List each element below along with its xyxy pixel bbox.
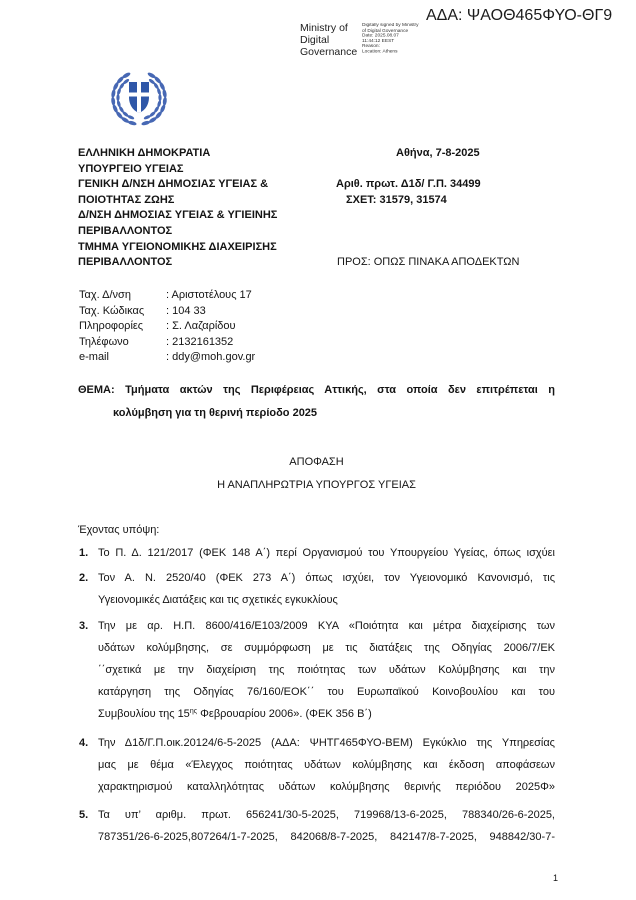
contact-label: Πληροφορίες bbox=[79, 320, 144, 333]
list-item-text bbox=[98, 542, 555, 564]
page-number: 1 bbox=[553, 873, 559, 883]
text-segment: Φεβρουαρίου 2006». (ΦΕΚ 356 Β΄) bbox=[197, 708, 372, 720]
considering-heading: Έχοντας υπόψη: bbox=[78, 524, 160, 536]
text-line: υδάτων κολύμβησης, σε συμμόρφωση με τις διατάξεις της Οδηγίας 2006/7/ΕΚ bbox=[98, 642, 555, 654]
signature-detail-line: Reason: bbox=[362, 44, 380, 49]
contact-label: e-mail bbox=[79, 351, 109, 364]
text-line: ΄΄σχετικά με την διαχείριση της ποιότητας των υδάτων Κολύμβησης και την bbox=[98, 664, 555, 676]
digital-signature-signer bbox=[300, 22, 357, 58]
list-item-number: 4. bbox=[79, 737, 89, 749]
signature-detail-line: 11:44:12 EEST bbox=[362, 38, 395, 44]
sender-line: ΥΠΟΥΡΓΕΙΟ ΥΓΕΙΑΣ bbox=[78, 162, 184, 175]
text-line: Την Δ1δ/Γ.Π.οικ.20124/6-5-2025 (ΑΔΑ: ΨΗΤΓ465ΦΥΟ-ΒΕΜ) Εγκύκλιο της Υπηρεσίας bbox=[98, 737, 555, 749]
list-item-number: 5. bbox=[79, 809, 89, 821]
list-item bbox=[78, 732, 555, 798]
contact-row bbox=[79, 288, 255, 304]
signature-detail-line: Digitally signed by Ministry bbox=[362, 23, 419, 28]
text-line: μας με θέμα «Έλεγχος ποιότητας υδάτων κολύμβησης και έκδοση αποφάσεων bbox=[98, 759, 555, 771]
decision-authority: Η ΑΝΑΠΛΗΡΩΤΡΙΑ ΥΠΟΥΡΓΟΣ ΥΓΕΙΑΣ bbox=[217, 479, 416, 491]
list-item bbox=[78, 542, 555, 564]
list-item-text bbox=[98, 732, 555, 798]
signer-line: Ministry of bbox=[300, 22, 348, 34]
list-item-number: 1. bbox=[79, 547, 89, 559]
subject-line bbox=[78, 379, 555, 402]
contact-value: : 2132161352 bbox=[166, 335, 234, 348]
place-date: Αθήνα, 7-8-2025 bbox=[396, 147, 480, 159]
text-line: Το Π. Δ. 121/2017 (ΦΕΚ 148 Α΄) περί Οργανισμού του Υπουργείου Υγείας, όπως ισχύει bbox=[98, 547, 555, 559]
recipients: ΠΡΟΣ: ΟΠΩΣ ΠΙΝΑΚΑ ΑΠΟΔΕΚΤΩΝ bbox=[337, 256, 520, 269]
decision-heading bbox=[78, 451, 555, 497]
contact-row bbox=[79, 304, 255, 320]
text-line: χαρακτηρισμού καταλληλότητας υδάτων κολύμβησης θερινής περιόδου 2025Φ» bbox=[98, 781, 555, 793]
sender-line: ΠΕΡΙΒΑΛΛΟΝΤΟΣ bbox=[78, 256, 173, 269]
digital-signature-details bbox=[362, 23, 419, 55]
contact-block bbox=[79, 288, 255, 366]
decision-title: ΑΠΟΦΑΣΗ bbox=[289, 456, 344, 468]
text-line: Τα υπ’ αριθμ. πρωτ. 656241/30-5-2025, 719968/13-6-2025, 788340/26-6-2025, bbox=[98, 809, 555, 821]
sender-line: Δ/ΝΣΗ ΔΗΜΟΣΙΑΣ ΥΓΕΙΑΣ & ΥΓΙΕΙΝΗΣ bbox=[78, 209, 278, 222]
contact-label: Ταχ. Δ/νση bbox=[79, 289, 131, 301]
list-item bbox=[78, 804, 555, 848]
sender-line: ΓΕΝΙΚΗ Δ/ΝΣΗ ΔΗΜΟΣΙΑΣ ΥΓΕΙΑΣ & bbox=[78, 178, 269, 191]
text-line: Τον Α. Ν. 2520/40 (ΦΕΚ 273 Α΄) όπως ισχύει, τον Υγειονομικό Κανονισμό, τις bbox=[98, 572, 555, 584]
contact-row bbox=[79, 350, 255, 366]
list-item-text bbox=[98, 615, 555, 725]
list-item-number: 3. bbox=[79, 620, 89, 632]
contact-row bbox=[79, 335, 255, 351]
protocol-number: Αριθ. πρωτ. Δ1δ/ Γ.Π. 34499 bbox=[336, 178, 481, 191]
contact-value: : Αριστοτέλους 17 bbox=[166, 289, 252, 301]
ordinal-superscript: ης bbox=[189, 708, 198, 715]
text-line bbox=[98, 703, 555, 725]
text-line: Την με αρ. Η.Π. 8600/416/Ε103/2009 ΚΥΑ «Ποιότητα και μέτρα διαχείρισης των bbox=[98, 620, 555, 632]
list-item-number: 2. bbox=[79, 572, 89, 584]
sender-line: ΤΜΗΜΑ ΥΓΕΙΟΝΟΜΙΚΗΣ ΔΙΑΧΕΙΡΙΣΗΣ bbox=[78, 240, 277, 253]
subject-label: ΘΕΜΑ: bbox=[78, 384, 115, 396]
list-item bbox=[78, 615, 555, 725]
contact-label: Ταχ. Κώδικας bbox=[79, 304, 145, 317]
sender-line: ΠΟΙΟΤΗΤΑΣ ΖΩΗΣ bbox=[78, 193, 175, 206]
email-value: : ddy@moh.gov.gr bbox=[166, 351, 256, 364]
signer-line: Governance bbox=[300, 46, 358, 58]
signature-detail-line: of Digital Governance bbox=[362, 28, 409, 34]
text-line: Υγειονομικές Διατάξεις και τις σχετικές εγκυκλίους bbox=[98, 594, 338, 606]
list-item-text bbox=[98, 804, 555, 848]
list-item-text bbox=[98, 567, 555, 611]
subject-text: Τμήματα ακτών της Περιφέρειας Αττικής, στα οποία δεν επιτρέπεται η bbox=[125, 384, 556, 396]
contact-value: : Σ. Λαζαρίδου bbox=[166, 320, 236, 333]
contact-row bbox=[79, 319, 255, 335]
contact-label: Τηλέφωνο bbox=[79, 335, 129, 348]
sender-line: ΕΛΛΗΝΙΚΗ ΔΗΜΟΚΡΑΤΙΑ bbox=[78, 147, 211, 159]
signature-detail-line: Date: 2025.08.07 bbox=[362, 33, 399, 39]
related-references: ΣΧΕΤ: 31579, 31574 bbox=[346, 193, 447, 206]
signer-line: Digital bbox=[300, 34, 330, 46]
sender-block bbox=[78, 146, 277, 271]
greek-coat-of-arms-icon bbox=[103, 66, 175, 128]
subject-line: κολύμβηση για τη θερινή περίοδο 2025 bbox=[113, 407, 318, 419]
text-segment: Συμβουλίου της 15 bbox=[98, 708, 190, 720]
signature-detail-line: Location: Athens bbox=[362, 49, 398, 55]
subject-block bbox=[78, 379, 555, 425]
list-item bbox=[78, 567, 555, 611]
contact-value: : 104 33 bbox=[166, 304, 206, 317]
sender-line: ΠΕΡΙΒΑΛΛΟΝΤΟΣ bbox=[78, 224, 173, 237]
text-line: 787351/26-6-2025,807264/1-7-2025, 842068/8-7-2025, 842147/8-7-2025, 948842/30-7- bbox=[98, 831, 555, 843]
text-line: κατάργηση της Οδηγίας 76/160/ΕΟΚ΄΄ του Ευρωπαϊκού Κοινοβουλίου και του bbox=[98, 686, 555, 698]
ada-code: ΑΔΑ: ΨΑΟΘ465ΦΥΟ-ΘΓ9 bbox=[426, 7, 613, 24]
